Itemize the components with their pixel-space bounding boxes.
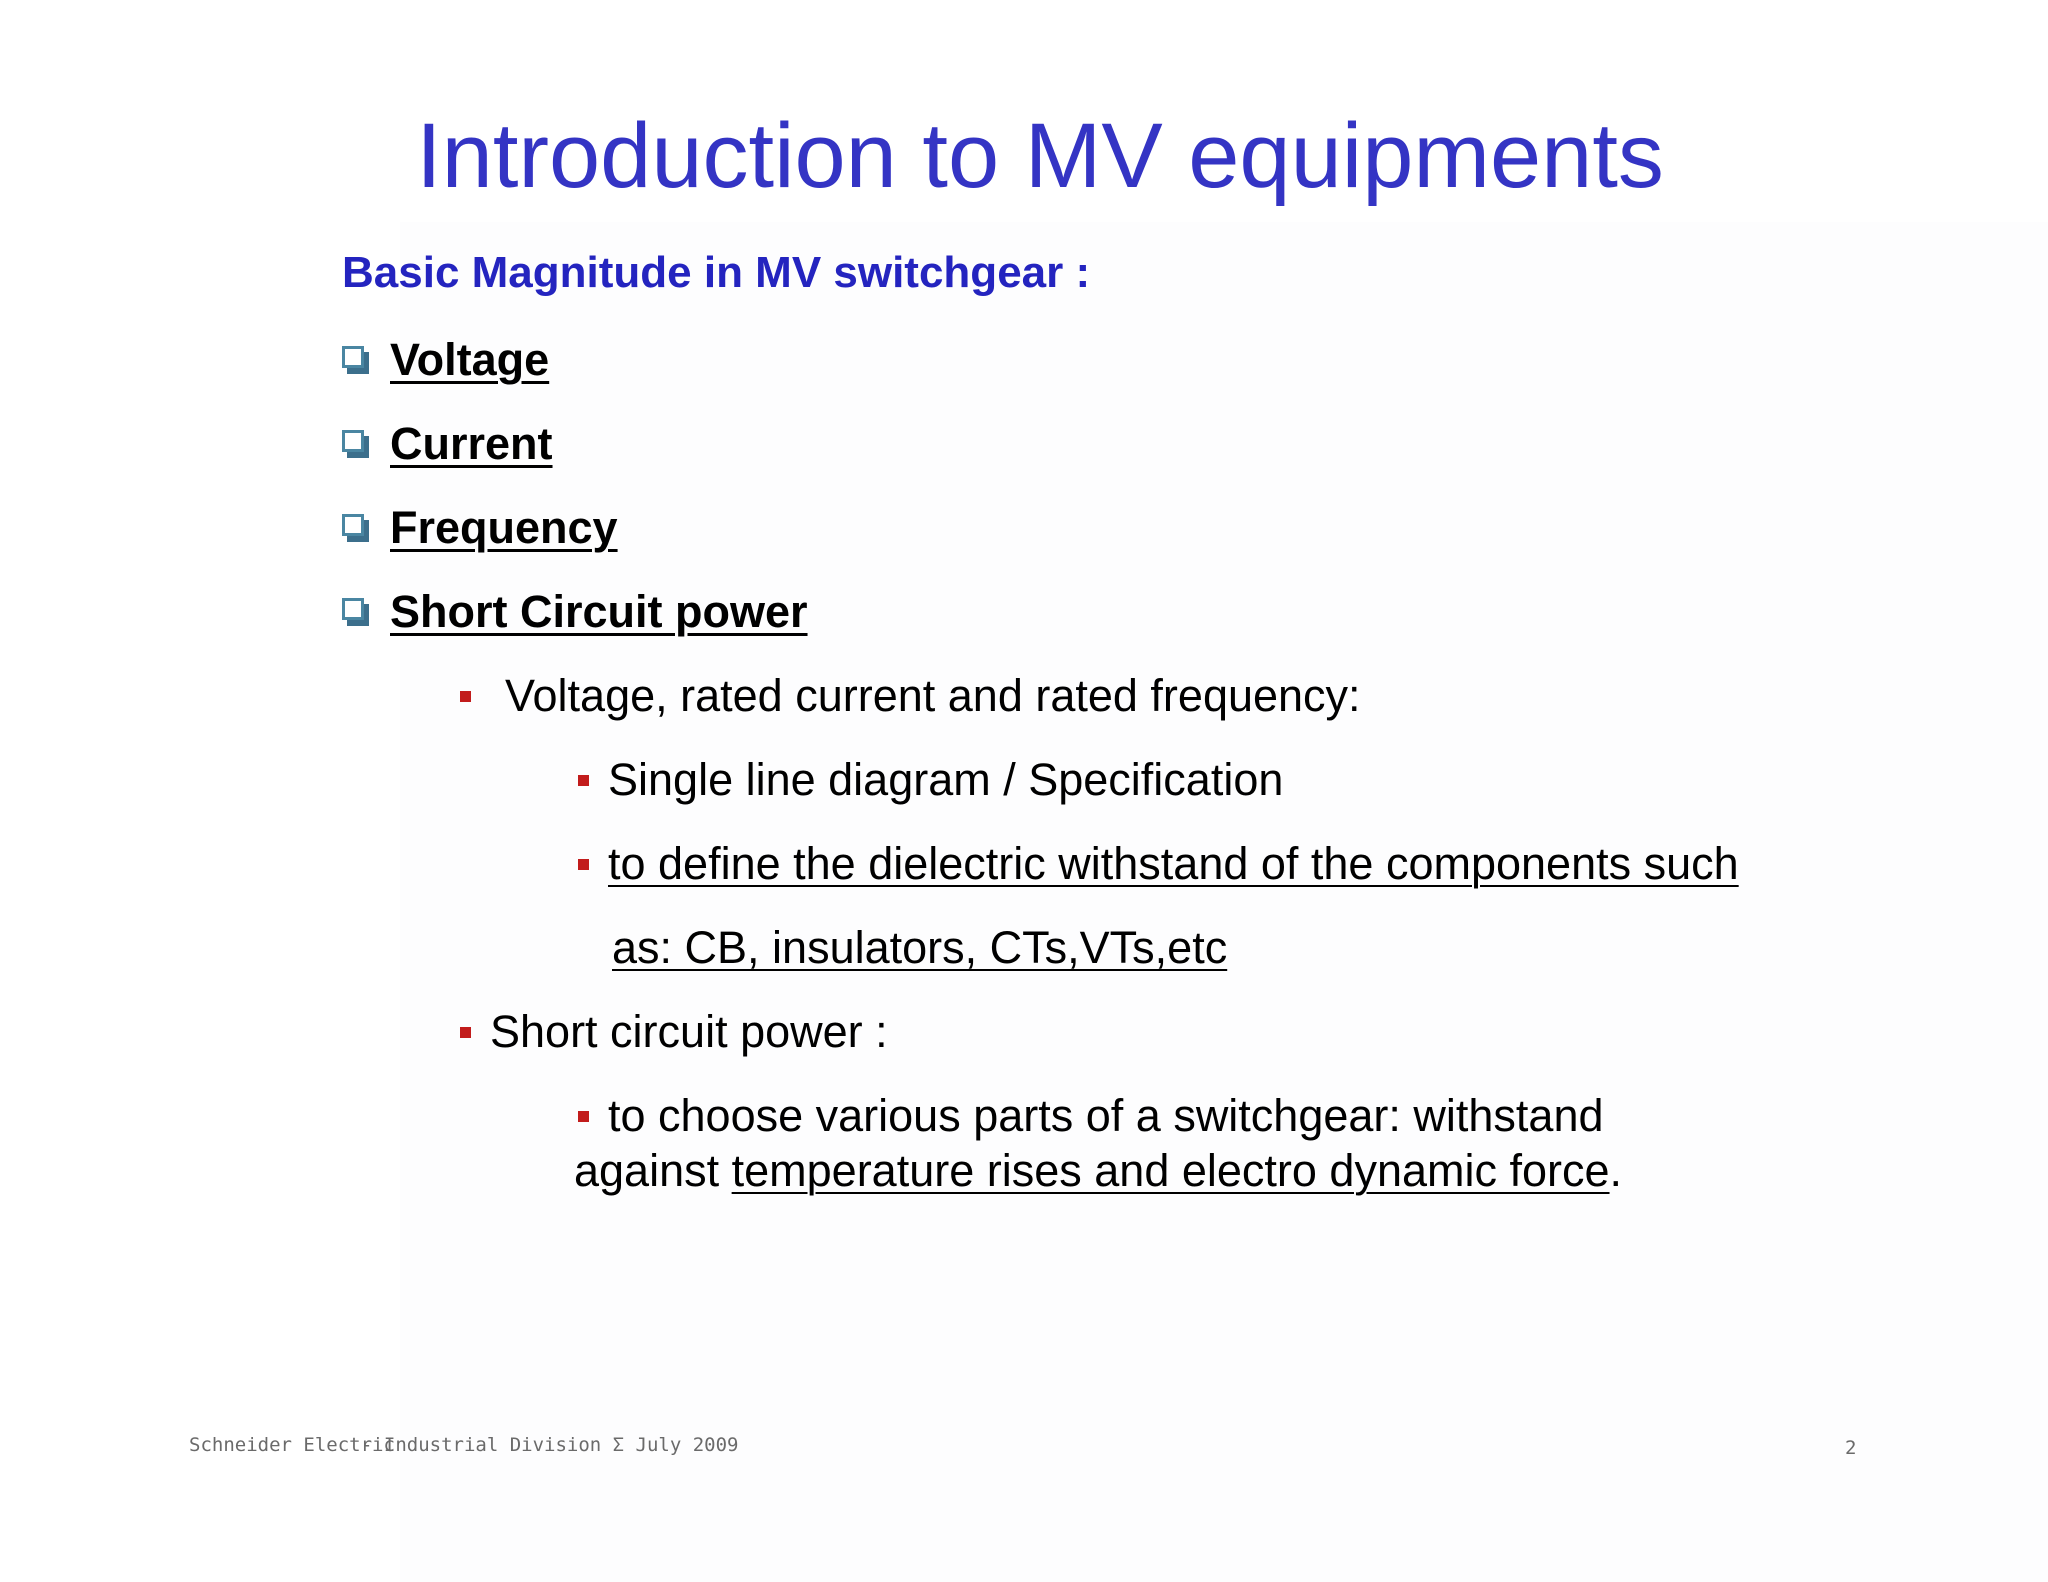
bullet-current (342, 416, 553, 472)
red-square-bullet-icon (578, 859, 589, 870)
checkbox-bullet-icon (342, 514, 370, 542)
content-panel (400, 222, 2048, 1582)
sub-sub-bullet-switchgear (578, 1088, 1604, 1144)
footer-division: - Industrial Division Σ July 2009 (361, 1434, 739, 1456)
sub-bullet-short-circuit (460, 1004, 888, 1060)
checkbox-bullet-icon (342, 430, 370, 458)
sub-sub-bullet-switchgear-continued (574, 1143, 1622, 1199)
sub-sub-bullet-text: as: CB, insulators, CTs,VTs,etc (612, 922, 1228, 973)
sub-bullet-text: Voltage, rated current and rated frequency: (505, 670, 1361, 721)
sub-sub-bullet-dielectric (578, 836, 1739, 892)
bullet-short-circuit-power (342, 584, 808, 640)
checkbox-bullet-icon (342, 346, 370, 374)
bullet-frequency (342, 500, 618, 556)
red-square-bullet-icon (578, 1111, 589, 1122)
bullet-label: Frequency (390, 502, 618, 553)
footer-company: Schneider Electric (189, 1434, 395, 1456)
plain-text: against (574, 1145, 732, 1196)
checkbox-bullet-icon (342, 598, 370, 626)
sub-sub-bullet-dielectric-continued (612, 920, 1227, 976)
page-number: 2 (1845, 1437, 1857, 1459)
underlined-text: temperature rises and electro dynamic force (731, 1145, 1610, 1196)
section-heading: Basic Magnitude in MV switchgear : (342, 248, 1091, 297)
period-text: . (1609, 1145, 1623, 1196)
red-square-bullet-icon (578, 775, 589, 786)
bullet-voltage (342, 332, 549, 388)
sub-bullet-voltage-current-frequency (460, 668, 1361, 724)
bullet-label: Short Circuit power (390, 586, 808, 637)
sub-sub-bullet-single-line (578, 752, 1283, 808)
red-square-bullet-icon (460, 1027, 471, 1038)
sub-sub-bullet-text: to choose various parts of a switchgear: withstand (608, 1090, 1604, 1141)
sub-sub-bullet-text: to define the dielectric withstand of the components such (608, 838, 1739, 889)
bullet-label: Voltage (390, 334, 550, 385)
bullet-label: Current (390, 418, 553, 469)
slide-title: Introduction to MV equipments (416, 105, 1664, 207)
sub-sub-bullet-text: Single line diagram / Specification (608, 754, 1284, 805)
red-square-bullet-icon (460, 691, 471, 702)
sub-bullet-text: Short circuit power : (490, 1006, 888, 1057)
